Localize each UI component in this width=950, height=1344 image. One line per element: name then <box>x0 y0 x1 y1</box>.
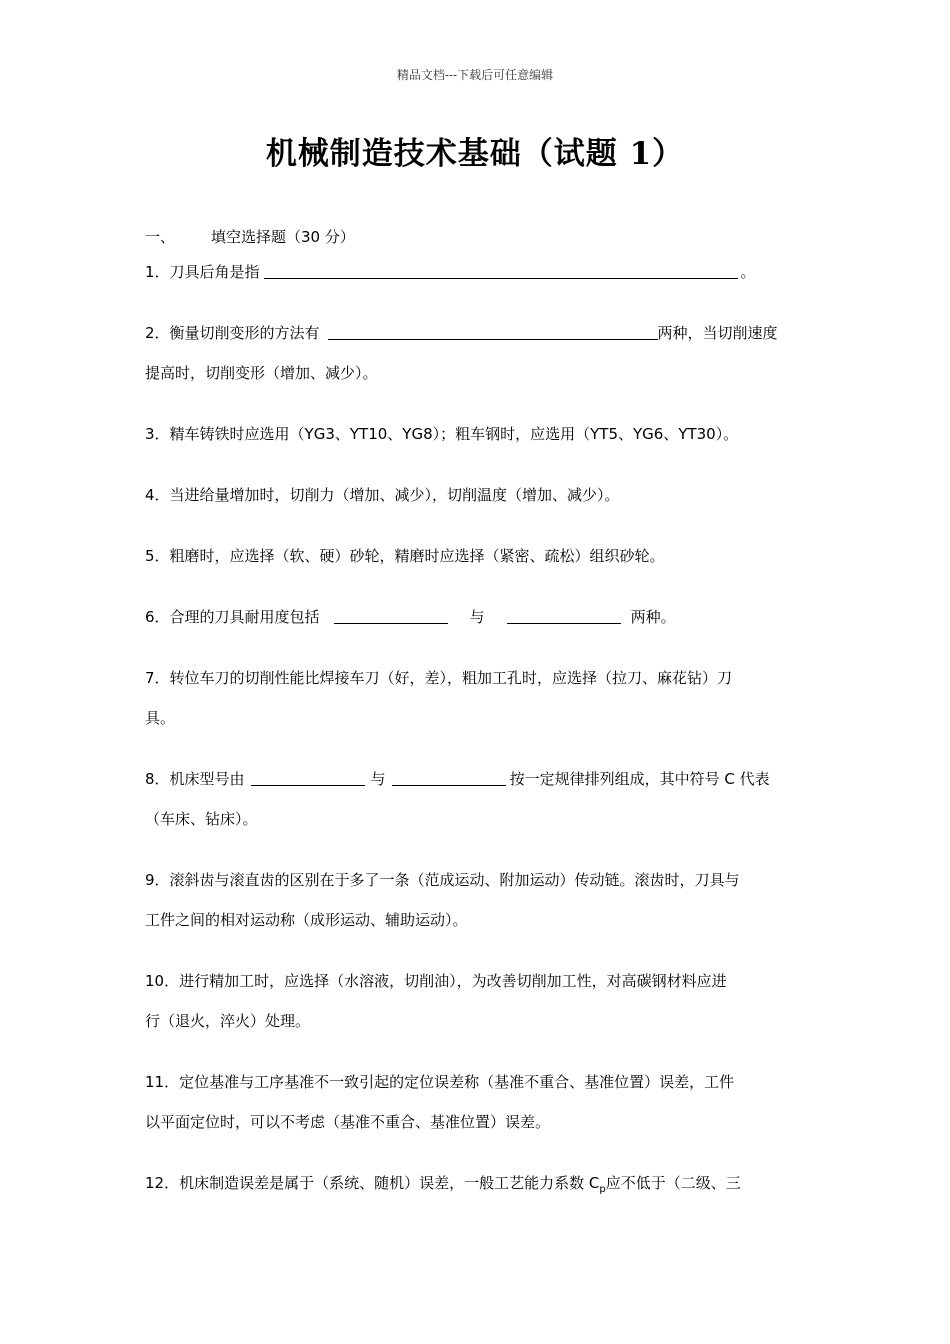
question-line: 行（退火，淬火）处理。 <box>145 1012 311 1030</box>
section-heading <box>145 226 807 248</box>
answer-blank[interactable] <box>392 769 506 786</box>
question-text: 8．机床型号由 <box>145 770 245 788</box>
question-3 <box>145 414 807 454</box>
question-10 <box>145 961 807 1041</box>
question-text: 与 <box>469 608 485 626</box>
answer-blank[interactable] <box>264 262 738 279</box>
subscript-p: p <box>599 1184 606 1195</box>
question-5 <box>145 536 807 576</box>
question-6 <box>145 597 807 637</box>
question-line: 7．转位车刀的切削性能比焊接车刀（好，差），粗加工孔时，应选择（拉刀、麻花钻）刀 <box>145 669 733 687</box>
question-line: 10．进行精加工时，应选择（水溶液，切削油），为改善切削加工性，对高碳钢材料应进 <box>145 972 727 990</box>
question-line: （车床、钻床）。 <box>145 810 258 828</box>
question-9 <box>145 860 807 940</box>
question-text: 2．衡量切削变形的方法有 <box>145 324 320 342</box>
question-line: 11．定位基准与工序基准不一致引起的定位误差称（基准不重合、基准位置）误差，工件 <box>145 1073 735 1091</box>
question-4 <box>145 475 807 515</box>
question-line: 4．当进给量增加时，切削力（增加、减少），切削温度（增加、减少）。 <box>145 486 620 504</box>
question-line <box>145 597 807 637</box>
question-line: 9．滚斜齿与滚直齿的区别在于多了一条（范成运动、附加运动）传动链。滚齿时，刀具与 <box>145 871 740 889</box>
question-text: 1．刀具后角是指 <box>145 263 260 281</box>
question-2 <box>145 313 807 393</box>
page-header-watermark: 精品文档---下载后可任意编辑 <box>396 68 554 82</box>
question-text: 两种，当切削速度 <box>657 324 778 342</box>
question-line: 以平面定位时，可以不考虑（基准不重合、基准位置）误差。 <box>145 1113 551 1131</box>
question-line: 5．粗磨时，应选择（软、硬）砂轮，精磨时应选择（紧密、疏松）组织砂轮。 <box>145 547 665 565</box>
exam-content <box>145 226 807 1231</box>
question-line: 具。 <box>145 709 176 727</box>
question-text: 。 <box>740 263 756 281</box>
question-7 <box>145 658 807 738</box>
question-line: 提高时，切削变形（增加、减少）。 <box>145 364 378 382</box>
question-12 <box>145 1163 807 1210</box>
question-line: 工件之间的相对运动称（成形运动、辅助运动）。 <box>145 911 468 929</box>
answer-blank[interactable] <box>251 769 365 786</box>
question-text: 两种。 <box>630 608 676 626</box>
answer-blank[interactable] <box>507 607 621 624</box>
question-line <box>145 252 807 292</box>
question-8 <box>145 759 807 839</box>
question-text: 应不低于（二级、三 <box>605 1174 741 1192</box>
section-number: 一、 <box>145 228 176 246</box>
question-11 <box>145 1062 807 1142</box>
question-text: 6．合理的刀具耐用度包括 <box>145 608 320 626</box>
question-line <box>145 759 807 799</box>
answer-blank[interactable] <box>328 323 658 340</box>
question-line <box>145 313 807 353</box>
question-text: 按一定规律排列组成，其中符号 C 代表 <box>509 770 770 788</box>
question-1 <box>145 252 807 292</box>
question-line <box>145 1163 807 1210</box>
question-text: 与 <box>370 770 386 788</box>
question-line: 3．精车铸铁时应选用（YG3、YT10、YG8）；粗车钢时，应选用（YT5、YG6、YT30）。 <box>145 425 739 443</box>
section-title: 填空选择题（30 分） <box>211 228 355 246</box>
answer-blank[interactable] <box>334 607 448 624</box>
question-text: 12．机床制造误差是属于（系统、随机）误差，一般工艺能力系数 C <box>145 1174 600 1192</box>
document-title: 机械制造技术基础（试题 1） <box>265 136 685 172</box>
